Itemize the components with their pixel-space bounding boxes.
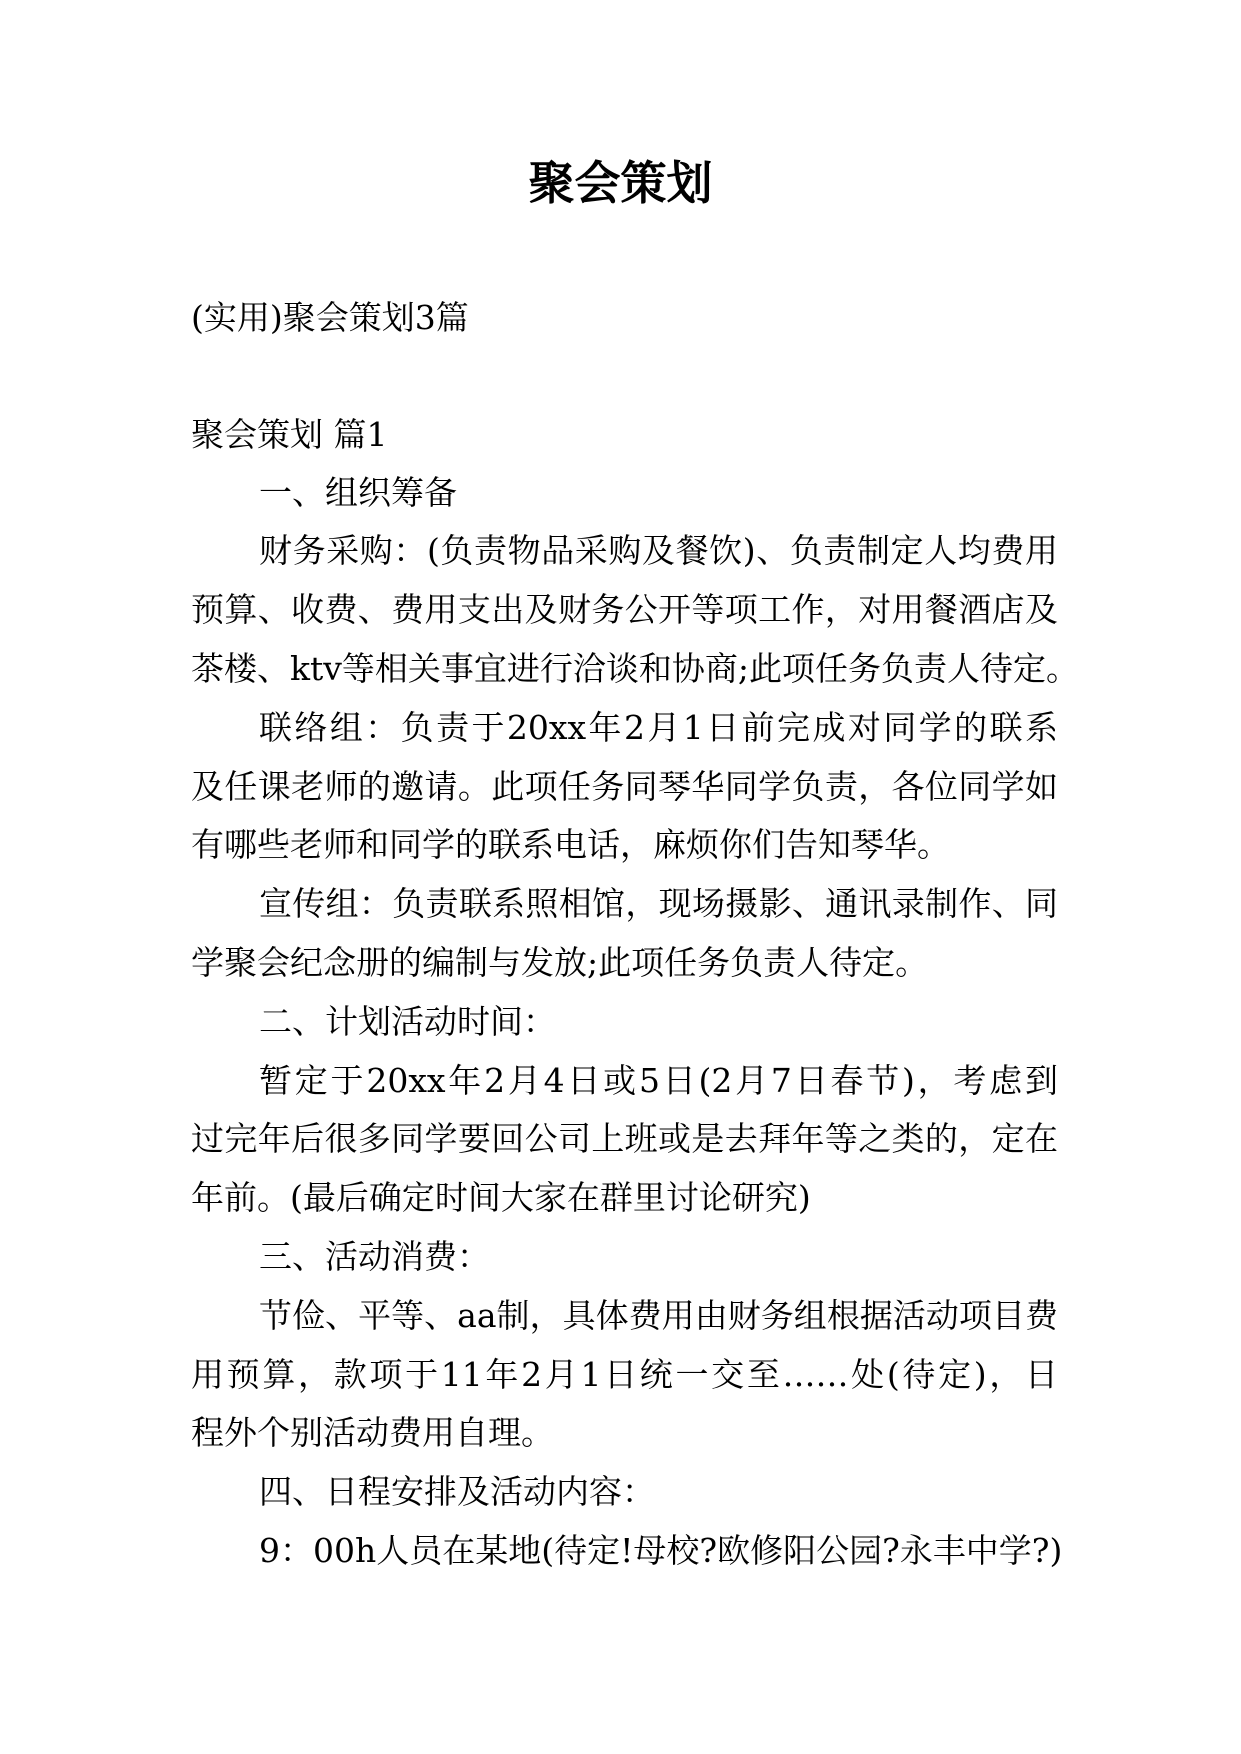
paragraph-line: 年前。(最后确定时间大家在群里讨论研究) bbox=[191, 1178, 811, 1218]
section-heading bbox=[191, 1463, 1058, 1522]
section-heading bbox=[191, 464, 1058, 523]
paragraph-line: 有哪些老师和同学的联系电话，麻烦你们告知琴华。 bbox=[191, 825, 950, 865]
paragraph-line: 学聚会纪念册的编制与发放;此项任务负责人待定。 bbox=[191, 942, 929, 982]
section-heading bbox=[191, 1228, 1058, 1287]
paragraph-schedule-time bbox=[191, 1052, 1058, 1228]
paragraph-line: 用预算，款项于11年2月1日统一交至……处(待定)，日 bbox=[191, 1354, 1058, 1394]
paragraph-publicity bbox=[191, 875, 1058, 993]
paragraph-line: 财务采购：(负责物品采购及餐饮)、负责制定人均费用 bbox=[259, 531, 1058, 571]
part-heading: 聚会策划 篇1 bbox=[191, 415, 388, 454]
paragraph-expenses bbox=[191, 1287, 1058, 1463]
document-body bbox=[191, 464, 1080, 1581]
paragraph-line: 及任课老师的邀请。此项任务同琴华同学负责，各位同学如 bbox=[191, 766, 1058, 806]
paragraph-contact bbox=[191, 699, 1058, 875]
paragraph-line: 联络组：负责于20xx年2月1日前完成对同学的联系 bbox=[259, 707, 1058, 747]
document-subtitle: (实用)聚会策划3篇 bbox=[191, 298, 469, 337]
paragraph-line: 暂定于20xx年2月4日或5日(2月7日春节)，考虑到 bbox=[259, 1060, 1058, 1100]
paragraph-line: 宣传组：负责联系照相馆，现场摄影、通讯录制作、同 bbox=[259, 884, 1058, 924]
paragraph-line: 9：00h人员在某地(待定!母校?欧修阳公园?永丰中学?) bbox=[259, 1530, 1063, 1570]
paragraph-agenda bbox=[191, 1522, 1063, 1581]
paragraph-line: 过完年后很多同学要回公司上班或是去拜年等之类的，定在 bbox=[191, 1119, 1058, 1159]
section-heading-text: 三、活动消费： bbox=[259, 1236, 490, 1276]
paragraph-line: 预算、收费、费用支出及财务公开等项工作，对用餐酒店及 bbox=[191, 590, 1058, 630]
section-heading bbox=[191, 993, 1058, 1052]
document-title: 聚会策划 bbox=[528, 156, 713, 210]
section-heading-text: 一、组织筹备 bbox=[259, 472, 457, 512]
section-heading-text: 二、计划活动时间： bbox=[259, 1001, 556, 1041]
section-heading-text: 四、日程安排及活动内容： bbox=[259, 1472, 655, 1512]
paragraph-finance bbox=[191, 522, 1080, 698]
paragraph-line: 程外个别活动费用自理。 bbox=[191, 1413, 554, 1453]
paragraph-line: 茶楼、ktv等相关事宜进行洽谈和协商;此项任务负责人待定。 bbox=[191, 648, 1080, 688]
paragraph-line: 节俭、平等、aa制，具体费用由财务组根据活动项目费 bbox=[259, 1295, 1058, 1335]
